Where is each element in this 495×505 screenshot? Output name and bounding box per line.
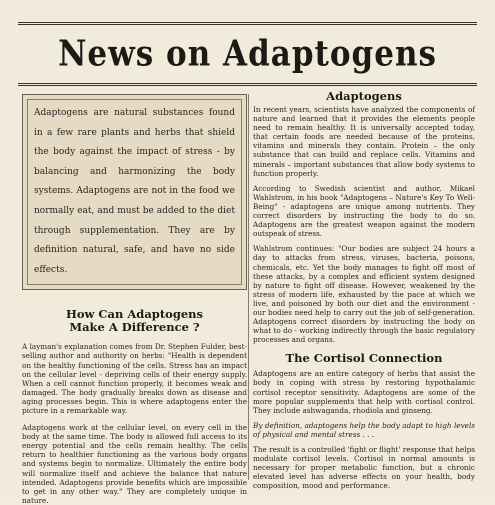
- left-paragraph-2: Adaptogens work at the cellular level, on every cell in the body at the same time. The body is allowed full access to its energy potential and the cells remain healthy. The cells return to healthier functioning as the various body organs and systems begin to normalize. Ultimately the entire body will normalize itself and achieve the balance that nature intended. Adaptogens provide benefits which are impossible to get in any other way." They are completely unique in nature.: [22, 423, 247, 505]
- right-s1-paragraph-1: In recent years, scientists have analyzed the components of nature and learned that it provides the elements people need to remain healthy. It is universally accepted today, that certain foods are needed because of the proteins, vitamins and minerals they contain. Protein – the only substance that can build and replace cells. Vitamins and minerals – important substances that allow body systems to function properly.: [253, 105, 475, 178]
- right-s2-paragraph-2: By definition, adaptogens help the body adapt to high levels of physical and mental stress . . .: [253, 420, 475, 439]
- left-column: [22, 88, 247, 505]
- right-s1-paragraph-3: Wahlstrom continues: "Our bodies are subject 24 hours a day to attacks from stress, viruses, bacteria, poisons, chemicals, etc. Yet the body manages to fight off most of these attacks, by a complex and efficient system designed by nature to fight off disease. However, weakened by the stress of modern life, exhausted by the pace at which we live, and poisoned by both our diet and the environment - our bodies need help to carry out the job of self-generation. Adaptogens correct disorders by instructing the body on what to do - working indirectly through the basic regulatory processes and organs.: [253, 244, 475, 345]
- column-divider: [248, 94, 249, 480]
- section-title-cortisol-connection: The Cortisol Connection: [285, 351, 443, 366]
- right-s2-paragraph-1: Adaptogens are an entire category of herbs that assist the body in coping with stress by restoring hypothalamic cortisol receptor sensitivity. Adaptogens are some of the more popular supplements that help with cortisol control. They include ashwaganda, rhodiola and ginseng.: [253, 369, 475, 415]
- intro-box: [22, 94, 247, 290]
- section-title-adaptogens: Adaptogens: [326, 89, 402, 103]
- left-paragraph-1: A layman's explanation comes from Dr. Stephen Fulder, best-selling author and authority on herbs: "Health is dependent on the healthy functioning of the cells. Stress has an impact on the cellular level - depriving cells of their energy supply. When a cell cannot function properly, it becomes weak and damaged. The body gradually breaks down as disease and aging processes begin. This is where adaptogens enter the picture in a remarkable way.: [22, 342, 247, 415]
- intro-box-text: Adaptogens are natural substances found in a few rare plants and herbs that shield the body against the impact of stress - by balancing and harmonizing the body systems. Adaptogens are not in the food we normally eat, and must be added to the diet through supplementation. They are by definition natural, safe, and have no side effects.: [27, 99, 242, 285]
- masthead: [18, 22, 477, 86]
- right-s2-paragraph-3: The result is a controlled 'fight or flight' response that helps modulate cortisol levels. Cortisol in normal amounts is necessary for proper metabolic function, but a chronic elevated level has adverse effects on your health, body composition, mood and performance.: [253, 445, 475, 491]
- right-column: [253, 88, 475, 490]
- masthead-title: News on Adaptogens: [58, 33, 437, 75]
- section-title-how-can-adaptogens: How Can Adaptogens Make A Difference ?: [65, 307, 204, 335]
- right-s1-paragraph-2: According to Swedish scientist and author, Mikael Wahlstrom, in his book "Adaptogens – Nature's Key To Well-Being" - adaptogens are unique among nutrients. They correct disorders by instructing the body to do so. Adaptogens are the greatest weapon against the modern outspeak of stress.: [253, 183, 475, 239]
